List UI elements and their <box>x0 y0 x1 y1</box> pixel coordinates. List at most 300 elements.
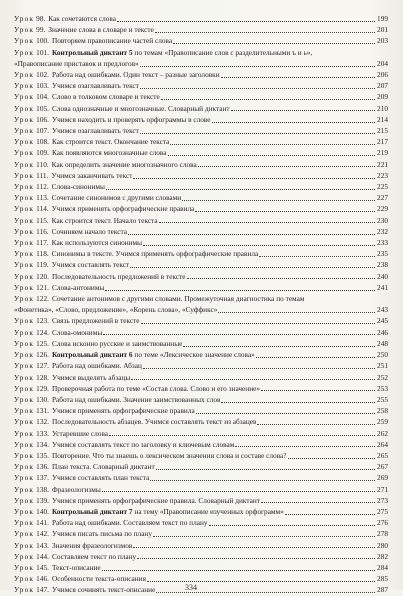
dot-leader <box>140 88 375 89</box>
lesson-number: 141. <box>36 518 49 528</box>
toc-page-number: 248 <box>377 338 388 348</box>
toc-row <box>14 461 388 472</box>
lesson-number: 126. <box>36 350 49 360</box>
toc-row <box>14 237 388 248</box>
lesson-title-text: Значение слова в словаре и тексте <box>48 25 154 35</box>
lesson-title <box>52 394 220 405</box>
lesson-title <box>52 506 284 517</box>
lesson-number: 101. <box>36 47 49 57</box>
lesson-label: Урок <box>14 562 35 572</box>
lesson-label: Урок <box>14 316 35 326</box>
dot-leader <box>221 77 375 78</box>
lesson-number: 102. <box>36 70 49 80</box>
lesson-title <box>52 69 220 80</box>
toc-row <box>14 181 388 192</box>
lesson-number: 104. <box>36 92 49 102</box>
lesson-title <box>52 338 182 349</box>
lesson-label: Урок <box>14 25 35 35</box>
toc-page-number: 204 <box>377 58 388 68</box>
lesson-title <box>52 405 195 416</box>
lesson-title <box>52 349 255 360</box>
lesson-number: 143. <box>36 540 49 550</box>
dot-leader <box>235 446 375 447</box>
lesson-number: 108. <box>36 137 49 147</box>
toc-row <box>14 147 388 158</box>
lesson-title <box>52 540 132 551</box>
dot-leader <box>128 234 375 235</box>
lesson-title-text: Слова-синонимы <box>51 182 105 192</box>
lesson-number: 130. <box>36 394 49 404</box>
toc-row <box>14 136 388 147</box>
lesson-title-text: Повторение. Что ты знаешь о лексическом значении слова и составе слова? <box>51 450 287 460</box>
lesson-label: Урок <box>14 137 35 147</box>
toc-row <box>14 551 388 562</box>
lesson-title-text: Учимся составлять текст по заголовку и ключевым словам <box>51 439 235 449</box>
lesson-title-text: Учимся находить и проверять орфограммы в слове <box>51 114 211 124</box>
toc-page-number: 278 <box>377 529 388 539</box>
lesson-number: 103. <box>36 81 49 91</box>
toc-page-number: 251 <box>377 361 388 371</box>
toc-row <box>14 271 388 282</box>
toc-row <box>14 248 388 259</box>
toc-row <box>14 428 388 439</box>
dot-leader <box>131 379 375 380</box>
lesson-title-text: Сочиняем начало текста <box>51 226 127 236</box>
dot-leader <box>103 334 375 335</box>
lesson-title-text: Как появляются многозначные слова <box>51 148 167 158</box>
toc-page-number: 253 <box>377 383 388 393</box>
lesson-label: Урок <box>14 417 35 427</box>
lesson-label: Урок <box>14 327 35 337</box>
lesson-label: Урок <box>14 215 35 225</box>
lesson-title-text: Устаревшие слова <box>51 428 109 438</box>
lesson-label: Урок <box>14 462 35 472</box>
toc-page-number: 240 <box>377 271 388 281</box>
lesson-title-text: Работа над ошибками. Один текст – разные заголовки <box>51 70 220 80</box>
toc-page-number: 267 <box>377 462 388 472</box>
lesson-number: 111. <box>36 170 49 180</box>
lesson-label: Урок <box>14 204 35 214</box>
toc-page-number: 207 <box>377 81 388 91</box>
dot-leader <box>141 323 375 324</box>
dot-leader <box>209 525 375 526</box>
toc-page-number: 271 <box>377 484 388 494</box>
lesson-title <box>52 372 130 383</box>
lesson-number: 114. <box>36 204 49 214</box>
lesson-title <box>52 271 186 282</box>
toc-row <box>14 405 388 416</box>
toc-row <box>14 517 388 528</box>
toc-page-number: 262 <box>377 428 388 438</box>
toc-row <box>14 528 388 539</box>
toc-row <box>14 360 388 371</box>
lesson-number: 140. <box>36 506 49 516</box>
lesson-title-text: Учимся озаглавливать текст <box>51 81 139 91</box>
dot-leader <box>156 469 375 470</box>
lesson-label: Урок <box>14 148 35 158</box>
lesson-title-text: Проверочная работа по теме «Состав слова. Слово и его значение» <box>51 383 260 393</box>
toc-row <box>14 304 388 315</box>
toc-page-number: 214 <box>377 114 388 124</box>
dot-leader <box>212 122 375 123</box>
toc-row <box>14 484 388 495</box>
dot-leader <box>133 547 375 548</box>
toc-page-number: 199 <box>377 14 388 23</box>
toc-row <box>14 24 388 35</box>
lesson-number: 139. <box>36 495 49 505</box>
lesson-label: Урок <box>14 551 35 561</box>
table-of-contents <box>14 13 388 596</box>
dot-leader <box>231 110 375 111</box>
lesson-label: Урок <box>14 282 35 292</box>
toc-row <box>14 58 388 69</box>
dot-leader <box>106 189 375 190</box>
lesson-title-text: Работа над ошибками. Абзац <box>51 361 142 371</box>
toc-row <box>14 383 388 394</box>
toc-page-number: 233 <box>377 238 388 248</box>
lesson-title <box>52 125 139 136</box>
lesson-label: Урок <box>14 159 35 169</box>
lesson-title-text: Особенности текста-описания <box>51 574 146 584</box>
lesson-title <box>52 147 167 158</box>
lesson-number: 137. <box>36 473 49 483</box>
toc-page-number: 287 <box>377 585 388 595</box>
lesson-title-text: по темам «Правописание слов с разделительными ъ и ь», <box>132 47 313 57</box>
lesson-title-text: Работа над ошибками. Значение заимствованных слов <box>51 394 221 404</box>
dot-leader <box>133 178 375 179</box>
dot-leader <box>105 290 375 291</box>
toc-row <box>14 114 388 125</box>
lesson-title <box>52 551 136 562</box>
dot-leader <box>285 514 375 515</box>
toc-page-number: 225 <box>377 182 388 192</box>
toc-page-number: 215 <box>377 126 388 136</box>
lesson-label: Урок <box>14 518 35 528</box>
lesson-title <box>52 428 108 439</box>
dot-leader <box>261 502 375 503</box>
dot-leader <box>257 424 375 425</box>
toc-row <box>14 506 388 517</box>
lesson-title-bold: Контрольный диктант 5 <box>51 47 133 57</box>
lesson-number: 110. <box>36 159 49 169</box>
lesson-label: Урок <box>14 495 35 505</box>
lesson-number: 142. <box>36 529 49 539</box>
toc-page-number: 209 <box>377 92 388 102</box>
lesson-title-text: Последовательность абзацев. Учимся составлять текст из абзацев <box>51 417 257 427</box>
lesson-title <box>52 91 160 102</box>
lesson-title-text: Слова исконно русские и заимствованные <box>51 338 183 348</box>
toc-row <box>14 394 388 405</box>
lesson-title-text: Синонимы в тексте. Учимся применять орфографические правила <box>51 249 259 259</box>
lesson-title-text: Значения фразеологизмов <box>51 540 133 550</box>
lesson-number: 122. <box>36 294 49 304</box>
dot-leader <box>168 155 375 156</box>
dot-leader <box>161 99 375 100</box>
lesson-title <box>52 573 146 584</box>
lesson-number: 133. <box>36 428 49 438</box>
lesson-number: 132. <box>36 417 49 427</box>
toc-page-number: 229 <box>377 204 388 214</box>
toc-page-number: 255 <box>377 394 388 404</box>
dot-leader <box>156 592 375 593</box>
lesson-title <box>52 461 155 472</box>
toc-page-number: 221 <box>377 159 388 169</box>
dot-leader <box>183 346 375 347</box>
lesson-title <box>48 13 116 24</box>
lesson-number: 100. <box>36 36 49 46</box>
toc-page-number: 223 <box>377 170 388 180</box>
lesson-title <box>52 495 260 506</box>
lesson-title-text: Текст-описание <box>51 562 101 572</box>
lesson-number: 116. <box>36 226 49 236</box>
toc-row <box>14 349 388 360</box>
toc-row <box>14 450 388 461</box>
lesson-label: Урок <box>14 260 35 270</box>
lesson-label: Урок <box>14 506 35 516</box>
dot-leader <box>196 413 375 414</box>
lesson-title-text: Сочетание антонимов с другими словами. Промежуточная диагностика по темам <box>51 294 305 304</box>
toc-row <box>14 338 388 349</box>
lesson-title <box>52 114 211 125</box>
lesson-label: Урок <box>14 473 35 483</box>
lesson-title <box>52 450 287 461</box>
lesson-label: Урок <box>14 238 35 248</box>
dot-leader <box>170 144 375 145</box>
toc-row <box>14 416 388 427</box>
toc-row <box>14 540 388 551</box>
lesson-number: 105. <box>36 103 49 113</box>
lesson-title <box>52 203 195 214</box>
lesson-title <box>52 248 259 259</box>
dot-leader <box>173 43 375 44</box>
lesson-label: Урок <box>14 383 35 393</box>
dot-leader <box>140 66 375 67</box>
toc-page-number: 259 <box>377 417 388 427</box>
lesson-title-text: Учимся сочинять текст-описание <box>51 585 156 595</box>
toc-page-number: 201 <box>377 25 388 35</box>
lesson-label: Урок <box>14 484 35 494</box>
lesson-title-text: Работа над ошибками. Составляем текст по плану <box>51 518 208 528</box>
toc-page-number: 280 <box>377 540 388 550</box>
lesson-number: 117. <box>36 238 49 248</box>
lesson-label: Урок <box>14 14 35 23</box>
lesson-title-text: Слово в толковом словаре и тексте <box>51 92 160 102</box>
lesson-title-text: Слова-антонимы <box>51 282 105 292</box>
lesson-title <box>52 47 312 58</box>
toc-page-number: 265 <box>377 450 388 460</box>
toc-page-number: 243 <box>377 305 388 315</box>
lesson-number: 135. <box>36 450 49 460</box>
lesson-title <box>52 293 305 304</box>
dot-leader <box>117 21 375 22</box>
lesson-title-text: Учимся составлять текст <box>51 260 130 270</box>
lesson-title <box>52 159 197 170</box>
dot-leader <box>261 390 375 391</box>
lesson-label: Урок <box>14 540 35 550</box>
lesson-title <box>52 192 182 203</box>
toc-page-number: 241 <box>377 282 388 292</box>
lesson-label: Урок <box>14 271 35 281</box>
lesson-number: 107. <box>36 126 49 136</box>
toc-row <box>14 573 388 584</box>
toc-page-number: 217 <box>377 137 388 147</box>
lesson-title-text: Учимся применять орфографические правила. Словарный диктант <box>51 495 260 505</box>
lesson-title <box>52 259 130 270</box>
toc-row <box>14 103 388 114</box>
dot-leader <box>130 267 375 268</box>
toc-row <box>14 439 388 450</box>
lesson-title-text: Как строится текст. Начало текста <box>51 215 158 225</box>
lesson-number: 118. <box>36 249 49 259</box>
lesson-number: 115. <box>36 215 49 225</box>
toc-row <box>14 91 388 102</box>
lesson-title <box>52 315 140 326</box>
toc-page-number: 275 <box>377 506 388 516</box>
toc-row <box>14 47 388 58</box>
lesson-label: Урок <box>14 574 35 584</box>
toc-row <box>14 293 388 304</box>
toc-row <box>14 125 388 136</box>
dot-leader <box>182 200 375 201</box>
lesson-title <box>52 517 208 528</box>
lesson-label: Урок <box>14 170 35 180</box>
lesson-title <box>52 327 102 338</box>
lesson-title-bold: Контрольный диктант 6 <box>51 350 133 360</box>
lesson-number: 119. <box>36 260 49 270</box>
lesson-title-text: Составляем текст по плану <box>51 551 137 561</box>
lesson-title <box>52 181 105 192</box>
lesson-label: Урок <box>14 294 35 304</box>
lesson-title <box>52 562 101 573</box>
lesson-label: Урок <box>14 182 35 192</box>
lesson-number: 109. <box>36 148 49 158</box>
toc-row <box>14 226 388 237</box>
lesson-title <box>52 439 234 450</box>
lesson-title <box>52 103 230 114</box>
dot-leader <box>288 458 375 459</box>
dot-leader <box>147 581 375 582</box>
toc-page-number: 246 <box>377 327 388 337</box>
lesson-title-text: Как сочетаются слова <box>48 14 116 23</box>
lesson-label: Урок <box>14 585 35 595</box>
toc-page-number: 227 <box>377 193 388 203</box>
lesson-title <box>52 237 142 248</box>
lesson-title <box>52 484 101 495</box>
lesson-title-text: Как используются синонимы <box>51 238 143 248</box>
toc-page-number: 206 <box>377 70 388 80</box>
toc-row <box>14 372 388 383</box>
toc-page-number: 238 <box>377 260 388 270</box>
toc-row <box>14 282 388 293</box>
toc-row <box>14 80 388 91</box>
lesson-title-text: Как строится текст. Окончание текста <box>51 137 170 147</box>
toc-row <box>14 562 388 573</box>
lesson-title-text: Учимся составлять план текста <box>51 473 150 483</box>
lesson-title-text: по теме «Лексическое значение слова» <box>132 350 255 360</box>
lesson-label: Урок <box>14 70 35 80</box>
dot-leader <box>159 222 375 223</box>
lesson-title-text: Слова-омонимы <box>51 327 103 337</box>
lesson-title-text: Слова однозначные и многозначные. Словарный диктант <box>51 103 230 113</box>
toc-row <box>14 170 388 181</box>
lesson-title-text: Повторяем правописание частей слова <box>51 36 173 46</box>
lesson-label: Урок <box>14 47 35 57</box>
lesson-title-text: Последовательность предложений в тексте <box>51 271 186 281</box>
toc-row <box>14 327 388 338</box>
toc-page-number: 230 <box>377 215 388 225</box>
lesson-label: Урок <box>14 114 35 124</box>
lesson-label: Урок <box>14 439 35 449</box>
lesson-label: Урок <box>14 406 35 416</box>
lesson-title <box>52 226 127 237</box>
lesson-title-text: Учимся писать письма по плану <box>51 529 152 539</box>
lesson-number: 138. <box>36 484 49 494</box>
lesson-number: 106. <box>36 114 49 124</box>
toc-page-number: 258 <box>377 406 388 416</box>
lesson-title <box>52 215 158 226</box>
toc-page-number: 219 <box>377 148 388 158</box>
lesson-title-text: Учимся применять орфографические правила <box>51 204 195 214</box>
toc-page-number: 250 <box>377 350 388 360</box>
lesson-label: Урок <box>14 92 35 102</box>
toc-page-number: 210 <box>377 103 388 113</box>
lesson-number: 112. <box>36 182 49 192</box>
lesson-number: 127. <box>36 361 49 371</box>
lesson-label: Урок <box>14 361 35 371</box>
dot-leader <box>102 570 375 571</box>
toc-row <box>14 495 388 506</box>
toc-page-number: 276 <box>377 518 388 528</box>
toc-row <box>14 159 388 170</box>
toc-page-number: 282 <box>377 551 388 561</box>
dot-leader <box>256 357 375 358</box>
dot-leader <box>198 166 375 167</box>
lesson-label: Урок <box>14 126 35 136</box>
lesson-label: Урок <box>14 249 35 259</box>
lesson-number: 146. <box>36 574 49 584</box>
toc-page-number: 252 <box>377 372 388 382</box>
toc-page-number: 235 <box>377 249 388 259</box>
lesson-title-text: «Правописание приставок и предлогов» <box>14 58 139 68</box>
toc-page-number: 285 <box>377 574 388 584</box>
dot-leader <box>259 256 375 257</box>
lesson-title-text: Сочетание синонимов с другими словами <box>51 193 182 203</box>
lesson-number: 120. <box>36 271 49 281</box>
lesson-title-text: Учимся выделять абзацы <box>51 372 131 382</box>
dot-leader <box>150 480 375 481</box>
lesson-title-text: на тему «Правописание изученных орфограмм» <box>132 506 284 516</box>
lesson-title-bold: Контрольный диктант 7 <box>51 506 133 516</box>
toc-row <box>14 315 388 326</box>
lesson-title <box>52 416 257 427</box>
toc-row <box>14 203 388 214</box>
toc-row <box>14 259 388 270</box>
toc-page-number: 269 <box>377 473 388 483</box>
lesson-title-text: Фразеологизмы <box>51 484 101 494</box>
lesson-number: 131. <box>36 406 49 416</box>
lesson-number: 98. <box>36 14 46 23</box>
dot-leader <box>137 558 375 559</box>
lesson-title-text: «Фонетика», «Слово, предложение», «Корень слова», «Суффикс» <box>14 305 218 315</box>
toc-row <box>14 35 388 46</box>
lesson-title <box>52 383 260 394</box>
lesson-number: 145. <box>36 562 49 572</box>
lesson-label: Урок <box>14 350 35 360</box>
lesson-title-text: Учимся применять орфографические правила <box>51 406 195 416</box>
lesson-label: Урок <box>14 81 35 91</box>
lesson-number: 99. <box>36 25 46 35</box>
lesson-title <box>52 80 139 91</box>
